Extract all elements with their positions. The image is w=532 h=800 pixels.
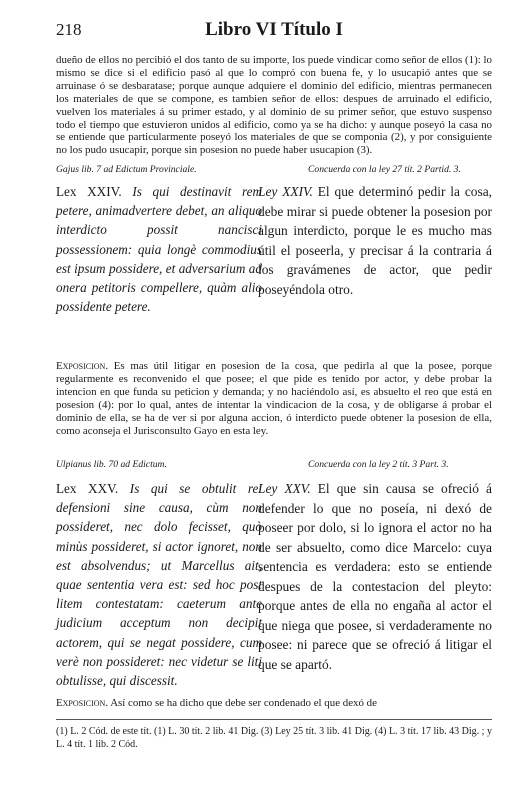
law25-exposition-body: Así como se ha dicho que debe ser condenado el que dexó de <box>110 697 377 709</box>
law25-source-latin: Ulpianus lib. 70 ad Edictum. <box>56 459 167 470</box>
law25-spanish-text <box>258 479 492 674</box>
law25-exposition <box>56 697 492 710</box>
law25-latin-label: Lex XXV. <box>56 481 119 496</box>
law25-exposition-label: Exposicion. <box>56 697 109 709</box>
law24-latin-text <box>56 182 262 316</box>
law24-source-spanish: Concuerda con la ley 27 tít. 2 Partid. 3. <box>308 164 461 175</box>
law25-spanish-label: Ley XXV. <box>258 481 311 496</box>
law24-exposition <box>56 360 492 437</box>
page-number: 218 <box>56 20 82 39</box>
law24-source-latin: Gajus lib. 7 ad Edictum Provinciale. <box>56 164 197 175</box>
law24-exposition-label: Exposicion. <box>56 360 109 372</box>
footnote-divider <box>56 719 492 720</box>
law24-spanish-text <box>258 182 492 299</box>
law25-source-spanish: Concuerda con la ley 2 tít. 3 Part. 3. <box>308 459 449 470</box>
law25-sources <box>56 459 492 473</box>
law25-latin-text <box>56 479 262 690</box>
footnotes: (1) L. 2 Cód. de este tít. (1) L. 30 tít. 2 lib. 41 Dig. (3) Ley 25 tít. 3 lib. 41 Dig. (4) L. 3 tít. 17 lib. 43 Dig. ; y L. 4 tít. 1 lib. 2 Cód. <box>56 726 492 750</box>
law25-latin-body: Is qui se obtulit rei defensioni sine causa, cùm non possideret, nec dolo fecisset, quò minùs possideret, si actor ignoret, non est absolvendus; ut Marcellus ait, quae sententia vera est: sed hoc post litem contestatam: caeterum ante judicium acceptum non decipit actorem, qui se negat possidere, cum verè non possideret: nec videtur se liti obtulisse, qui discessit. <box>56 481 262 689</box>
page-header <box>56 20 492 42</box>
law25-spanish-body: El que sin causa se ofreció á defender lo que no poseía, ni dexó de poseer por dolo, si lo ignora el actor no ha de ser absuelto, como dice Marcelo: cuya sentencia es verdadera: esto se entiende despues de la contestacion del pleyto: porque antes de ella no engaña al actor el que niega que posee, si verdaderamente no posee: ni parece que se ofreció á litigar el que se apartó. <box>258 481 492 672</box>
law24-latin-label: Lex XXIV. <box>56 184 122 199</box>
law24-exposition-body: Es mas útil litigar en posesion de la cosa, que pedirla al que la posee, porque regularmente es reconvenido el que posee; el que pide es tenido por actor, y debe probar la intencion en que funda su peticion y demanda; y no haciéndolo así, es absuelto el reo que está en posesion (4): por lo qual, antes de intentar la vindicacion de la cosa, y de obligarse á probar el dominio de ella, se ha de ver si por alguna accion, ó interdicto puede obtener la posesion de ella, como aconseja el Jurisconsulto Gayo en esta ley. <box>56 360 492 437</box>
law24-latin-body: Is qui destinavit rem petere, animadvertere debet, an aliquo interdicto possit nancisci possessionem: quia longè commodius est ipsum possidere, et adversarium ad onera petitoris compellere, quàm alio possidente petere. <box>56 184 263 315</box>
law24-sources <box>56 164 492 178</box>
law24-spanish-body: El que determinó pedir la cosa, debe mirar si puede obtener la posesion por algun interdicto, porque le es mucho mas útil el poseerla, y precisar á la contraria á los gravámenes de actor, que pedir poseyéndola otro. <box>258 184 492 297</box>
opening-paragraph: dueño de ellos no percibió el dos tanto de su importe, los puede vindicar como señor de ellos (1): lo mismo se dice si el edificio pasó al que lo compró con buena fe, y lo usucapió antes que se arruinase ó se desbaratase; porque aunque adquiere el dominio del edificio, mientras permanecen los materiales de que se compone, es tambien señor de ellos: despues de arruinado el edificio, vuelven los materiales á su primer estado, y al dominio de su primer señor, que estuvo suspenso todo el tiempo que estuvieron unidos al edificio, como ya se ha dicho: y aunque poseyó la casa no se entiende que particularmente poseyó los materiales de que se componia (2), y por consiguiente no los pudo usucapir, porque sin posesion no puede haber usucapion (3). <box>56 54 492 157</box>
running-title: Libro VI Título I <box>205 19 343 40</box>
law24-spanish-label: Ley XXIV. <box>258 184 313 199</box>
